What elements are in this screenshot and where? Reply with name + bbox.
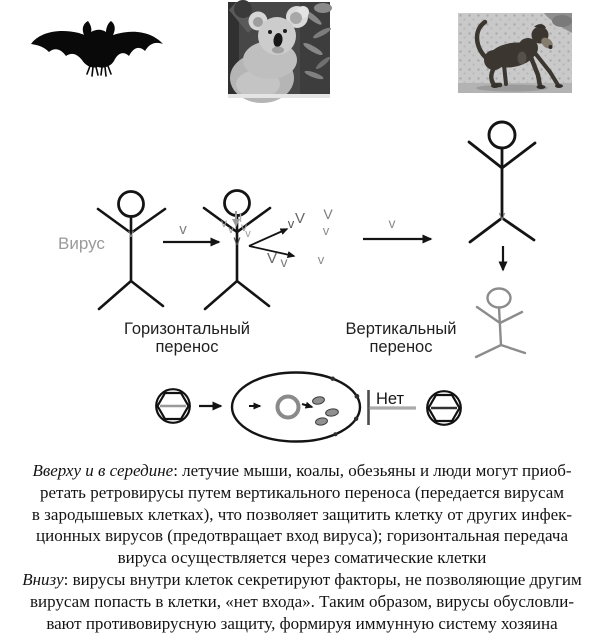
caption-line: вируса осуществляется через соматические клетки — [117, 548, 487, 568]
virus-v-mark: v — [245, 228, 251, 240]
membrane-dot — [354, 417, 358, 421]
no-entry-block-symbol — [369, 390, 417, 425]
caption-line: в зародышевых клетках), что позволяет защитить клетку от других инфек- — [31, 504, 573, 524]
vertical-transfer-label-line2: перенос — [369, 338, 433, 356]
horizontal-transfer-label-line2: перенос — [155, 338, 219, 356]
monkey-photo — [458, 13, 572, 93]
caption-line: вают противовирусную защиту, формируя иммунную систему хозяина — [46, 613, 558, 633]
virus-v-mark: V — [294, 210, 306, 227]
membrane-dot — [331, 377, 335, 381]
caption-line: Вверху и в середине: летучие мыши, коалы, обезьяны и люди могут приоб- — [32, 461, 572, 480]
virus-v-marks — [128, 206, 506, 270]
virus-v-mark: v — [221, 216, 227, 230]
caption-line: вирусам попасть в клетки, «нет входа». Таким образом, вирусы обусловли- — [30, 591, 574, 611]
cell-nucleus — [278, 397, 299, 418]
membrane-dot — [333, 432, 337, 436]
figure-caption — [0, 460, 604, 634]
virus-v-mark: V — [323, 206, 333, 222]
bat-silhouette-icon — [31, 21, 163, 76]
vertical-transfer-label-line1: Вертикальный — [345, 320, 457, 338]
virus-v-mark: v — [388, 215, 396, 231]
virus-v-mark: v — [287, 216, 295, 231]
horizontal-transfer-label-line1: Горизонтальный — [123, 320, 251, 338]
virus-v-mark: v — [179, 221, 187, 238]
virus-label: Вирус — [58, 234, 105, 253]
virus-v-mark: v — [128, 228, 134, 240]
virus-spread-arrow-upper — [249, 229, 287, 246]
virus-hexagon-icon-left — [156, 389, 190, 423]
no-entry-label: Нет — [376, 390, 405, 408]
virus-v-mark: v — [233, 232, 241, 248]
virus-v-mark: v — [280, 254, 288, 270]
person-figure-horizontal-recipient — [204, 191, 270, 310]
person-figure-offspring — [476, 289, 525, 358]
virus-v-mark: v — [317, 252, 325, 267]
virus-v-mark: v — [498, 208, 506, 223]
person-figure-infected-source — [98, 192, 165, 310]
membrane-dot — [355, 394, 360, 399]
person-figure-vertical-parent — [469, 122, 535, 242]
virus-v-mark: v — [241, 220, 247, 234]
virus-hexagon-icon-right — [427, 391, 461, 425]
caption-line: Внизу: вирусы внутри клеток секретируют факторы, не позволяющие другим — [22, 569, 582, 589]
caption-line: ретать ретровирусы путем вертикального переноса (передается вирусам — [39, 482, 565, 502]
caption-italic-lead: Внизу — [22, 569, 64, 589]
virus-v-mark: v — [322, 223, 330, 238]
caption-line: ционных вирусов (предотвращает вход вируса); горизонтальная передача — [36, 526, 568, 546]
caption-italic-lead: Вверху и в середине — [32, 461, 174, 480]
virus-v-mark: v — [228, 224, 234, 236]
cell-diagram — [232, 373, 360, 442]
koala-photo — [228, 0, 332, 103]
virus-v-mark: V — [266, 250, 278, 267]
